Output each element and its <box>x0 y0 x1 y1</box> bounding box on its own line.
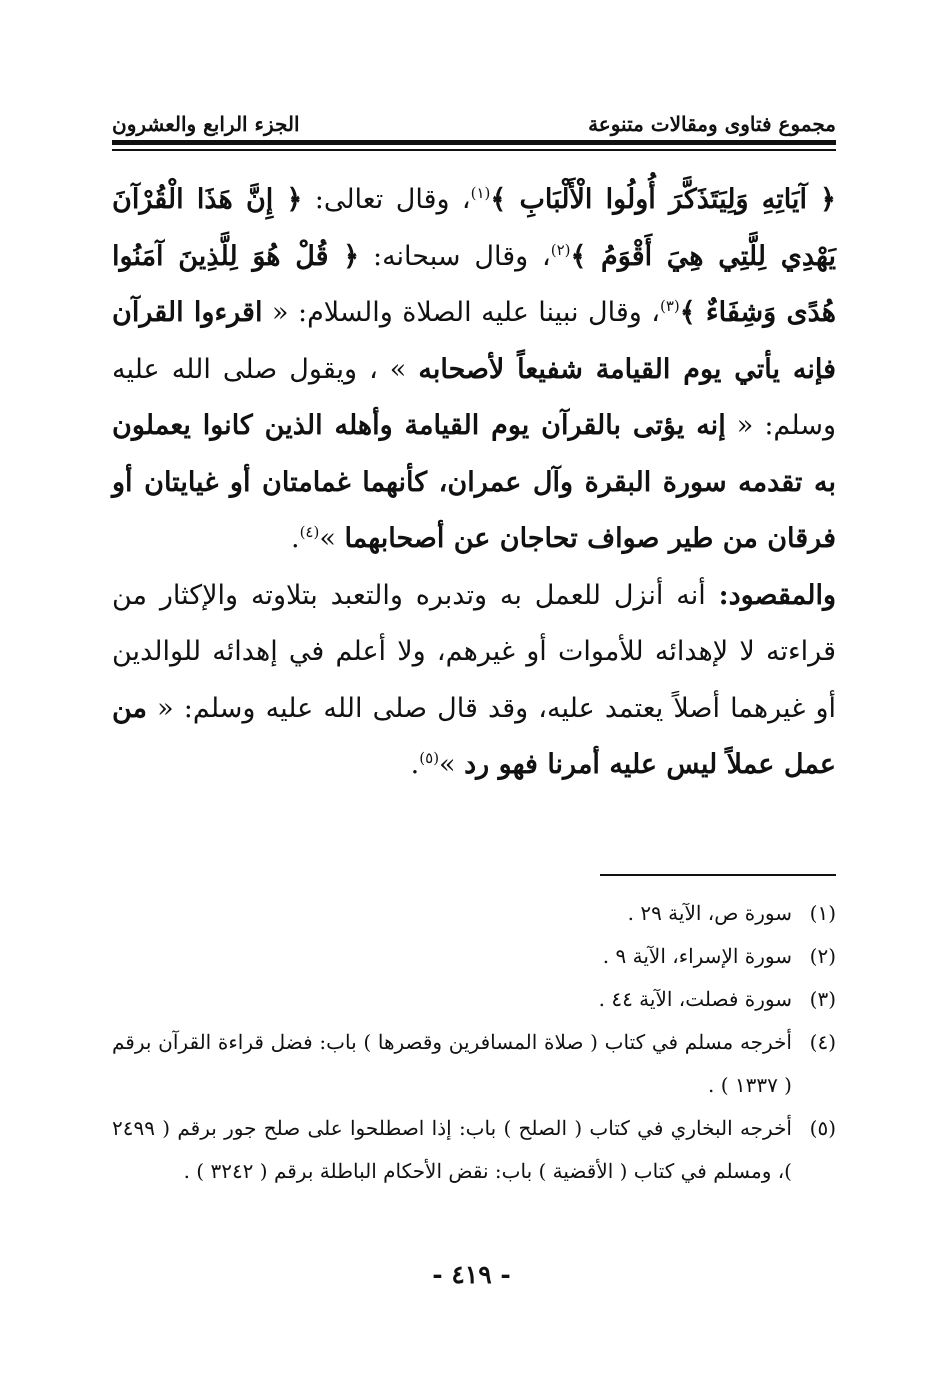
book-title: مجموع فتاوى ومقالات متنوعة <box>588 112 836 136</box>
footnote-item <box>112 935 836 978</box>
footnote-text: سورة الإسراء، الآية ٩ . <box>602 944 792 968</box>
quran-verse-1: ﴿ آيَاتِهِ وَلِيَتَذَكَّرَ أُولُوا الْأَلْبَابِ ﴾ <box>490 184 836 215</box>
footnote-text: أخرجه مسلم في كتاب ( صلاة المسافرين وقصرها ) باب: فضل قراءة القرآن برقم ( ١٣٣٧ ) . <box>112 1030 792 1097</box>
text-segment: أنه أنزل للعمل به وتدبره والتعبد بتلاوته والإكثار من قراءته لا لإهدائه للأموات أو غيرهم، ولا أعلم في إهدائه للوالدين أو غيرهما أصلاً يعتمد عليه، وقد قال صلى الله عليه وسلم: « <box>112 579 836 724</box>
footnote-ref-1: (١) <box>470 184 491 202</box>
text-segment: ، وقال تعالى: <box>302 184 471 215</box>
footnotes <box>112 892 836 1193</box>
footnote-ref-3: (٣) <box>659 297 680 315</box>
footnote-text: أخرجه البخاري في كتاب ( الصلح ) باب: إذا اصطلحوا على صلح جور برقم ( ٢٤٩٩ )، ومسلم في كتاب ( الأقضية ) باب: نقض الأحكام الباطلة برقم ( ٣٢٤٢ ) . <box>112 1116 792 1183</box>
footnote-ref-4: (٤) <box>299 523 320 541</box>
footnote-item <box>112 1021 836 1107</box>
footnote-divider <box>600 874 836 876</box>
footnote-item <box>112 1107 836 1193</box>
quran-verse-3: ﴿ قُلْ هُوَ لِلَّذِينَ آمَنُوا هُدًى وَشِفَاءٌ ﴾ <box>112 240 836 328</box>
text-segment: . <box>290 523 300 554</box>
text-segment: » <box>439 749 465 780</box>
header-rule-thin <box>112 149 836 151</box>
text-segment: ، وقال نبينا عليه الصلاة والسلام: « <box>262 297 660 328</box>
footnote-ref-2: (٢) <box>550 240 571 259</box>
hadith-quote-1: اقرءوا القرآن فإنه يأتي يوم القيامة شفيعاً لأصحابه <box>112 297 836 385</box>
paragraph-1 <box>112 172 836 568</box>
footnote-item <box>112 892 836 935</box>
footnote-text: سورة ص، الآية ٢٩ . <box>627 901 792 925</box>
paragraph-2 <box>112 568 836 794</box>
hadith-quote-3: من عمل عملاً ليس عليه أمرنا فهو رد <box>112 692 836 780</box>
footnote-item <box>112 978 836 1021</box>
text-segment: . <box>410 749 420 780</box>
running-header <box>112 96 836 136</box>
text-segment: » <box>319 523 345 554</box>
page-number: - ٤١٩ - <box>432 1260 511 1289</box>
footnote-number: (١) <box>809 901 836 925</box>
footnote-number: (٥) <box>809 1116 836 1140</box>
paragraph-lead: والمقصود: <box>718 579 836 611</box>
footnote-number: (٢) <box>809 944 836 968</box>
footnote-ref-5: (٥) <box>419 749 440 767</box>
footnote-number: (٤) <box>809 1030 836 1054</box>
text-segment: ، وقال سبحانه: <box>359 240 551 272</box>
volume-label: الجزء الرابع والعشرون <box>112 112 300 136</box>
hadith-quote-2: إنه يؤتى بالقرآن يوم القيامة وأهله الذين كانوا يعملون به تقدمه سورة البقرة وآل عمران، كأنهما غمامتان أو غيايتان أو فرقان من طير صواف تحاجان عن أصحابهما <box>112 410 836 554</box>
body-text <box>112 172 836 794</box>
footnote-number: (٣) <box>809 987 836 1011</box>
text-segment: » ، ويقول صلى الله عليه وسلم: « <box>112 353 836 441</box>
quran-verse-2: ﴿ إِنَّ هَذَا الْقُرْآنَ يَهْدِي لِلَّتِي هِيَ أَقْوَمُ ﴾ <box>112 184 836 272</box>
header-rule-thick <box>112 140 836 145</box>
footnote-text: سورة فصلت، الآية ٤٤ . <box>598 987 792 1011</box>
